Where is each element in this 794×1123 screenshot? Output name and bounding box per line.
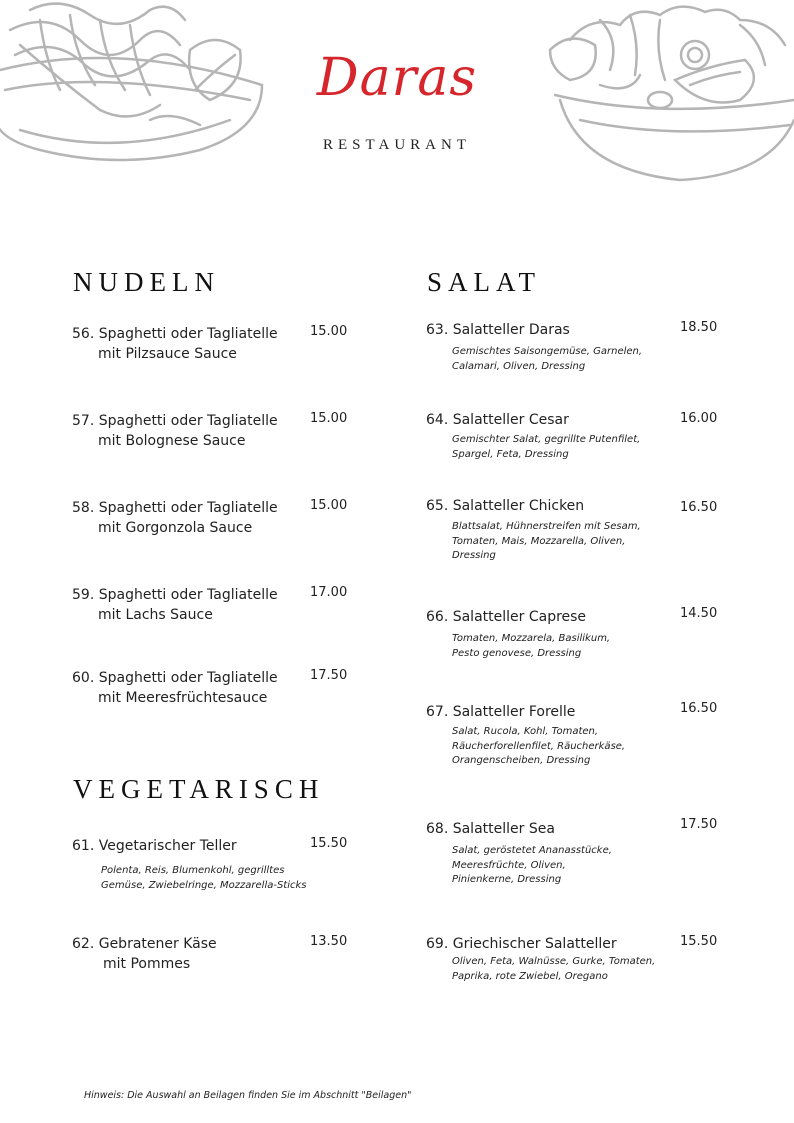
description-line: Pinienkerne, Dressing — [452, 874, 562, 885]
menu-item — [72, 934, 217, 974]
description-line: Dressing — [452, 550, 496, 561]
item-description — [452, 844, 612, 888]
description-line: Räucherforellenfilet, Räucherkäse, — [452, 740, 626, 752]
item-name-line2: mit Bolognese Sauce — [98, 433, 246, 449]
description-line: Pesto genovese, Dressing — [452, 647, 582, 659]
item-name: 62. Gebratener Käse — [72, 936, 217, 952]
menu-item — [72, 585, 278, 625]
section-title-vegetarisch: VEGETARISCH — [73, 774, 325, 804]
menu-item — [72, 836, 237, 856]
description-line: Oliven, Feta, Walnüsse, Gurke, Tomaten, — [452, 956, 656, 967]
description-line: Tomaten, Mozzarela, Basilikum, — [452, 633, 611, 644]
description-line: Orangenscheiben, Dressing — [452, 755, 591, 766]
item-name-line2: mit Pilzsauce Sauce — [98, 346, 237, 362]
item-price: 14.50 — [680, 606, 718, 621]
item-price: 15.50 — [310, 836, 348, 851]
item-price: 16.00 — [680, 411, 718, 426]
brand-logo: Daras — [316, 48, 478, 108]
description-line: Salat, geröstetet Ananasstücke, — [452, 845, 612, 856]
description-line: Meeresfrüchte, Oliven, — [452, 859, 566, 871]
item-description — [452, 520, 641, 564]
item-name: 69. Griechischer Salatteller — [426, 936, 617, 952]
item-name-line2: mit Pommes — [103, 956, 191, 972]
section-title-nudeln: NUDELN — [73, 267, 220, 297]
description-line: Blattsalat, Hühnerstreifen mit Sesam, — [452, 521, 641, 532]
salad-bowl-illustration — [540, 0, 794, 185]
item-price: 15.00 — [310, 324, 348, 339]
item-name: 63. Salatteller Daras — [426, 322, 570, 338]
item-description — [452, 632, 610, 661]
item-name: 65. Salatteller Chicken — [426, 498, 585, 514]
description-line: Paprika, rote Zwiebel, Oregano — [452, 970, 608, 982]
item-name: 66. Salatteller Caprese — [426, 609, 587, 625]
menu-item — [72, 498, 278, 538]
menu-item — [72, 324, 278, 364]
item-price: 13.50 — [310, 934, 348, 949]
item-name: 61. Vegetarischer Teller — [72, 838, 237, 854]
item-name: 58. Spaghetti oder Tagliatelle — [72, 500, 278, 516]
item-name: 64. Salatteller Cesar — [426, 412, 569, 428]
item-name: 60. Spaghetti oder Tagliatelle — [72, 670, 278, 686]
description-line: Tomaten, Mais, Mozzarella, Oliven, — [452, 535, 626, 547]
item-price: 17.50 — [680, 817, 718, 832]
item-name-line2: mit Lachs Sauce — [98, 607, 213, 623]
item-name: 68. Salatteller Sea — [426, 821, 555, 837]
item-description — [452, 433, 640, 462]
item-price: 15.00 — [310, 411, 348, 426]
description-line: Spargel, Feta, Dressing — [452, 448, 569, 460]
item-name: 56. Spaghetti oder Tagliatelle — [72, 326, 278, 342]
section-title-salat: SALAT — [427, 267, 542, 297]
item-description — [452, 725, 625, 769]
menu-item — [72, 411, 278, 451]
item-price: 16.50 — [680, 701, 718, 716]
item-price: 15.50 — [680, 934, 718, 949]
item-price: 16.50 — [680, 500, 718, 515]
description-line: Gemischter Salat, gegrillte Putenfilet, — [452, 434, 641, 445]
description-line: Polenta, Reis, Blumenkohl, gegrilltes — [101, 865, 285, 876]
brand-subtitle: RESTAURANT — [323, 137, 471, 153]
item-description — [452, 955, 655, 984]
item-name: 59. Spaghetti oder Tagliatelle — [72, 587, 278, 603]
item-price: 18.50 — [680, 320, 718, 335]
footer-note: Hinweis: Die Auswahl an Beilagen finden Sie im Abschnitt "Beilagen" — [84, 1090, 412, 1101]
description-line: Salat, Rucola, Kohl, Tomaten, — [452, 726, 599, 737]
item-name: 67. Salatteller Forelle — [426, 704, 576, 720]
description-line: Gemischtes Saisongemüse, Garnelen, — [452, 346, 643, 357]
item-price: 15.00 — [310, 498, 348, 513]
pasta-bowl-illustration — [0, 0, 270, 175]
item-name-line2: mit Meeresfrüchtesauce — [98, 690, 268, 706]
menu-item — [72, 668, 278, 708]
description-line: Gemüse, Zwiebelringe, Mozzarella-Sticks — [101, 879, 307, 891]
description-line: Calamari, Oliven, Dressing — [452, 360, 586, 372]
item-description — [101, 864, 307, 893]
item-price: 17.00 — [310, 585, 348, 600]
item-description — [452, 345, 642, 374]
item-price: 17.50 — [310, 668, 348, 683]
item-name-line2: mit Gorgonzola Sauce — [98, 520, 253, 536]
item-name: 57. Spaghetti oder Tagliatelle — [72, 413, 278, 429]
